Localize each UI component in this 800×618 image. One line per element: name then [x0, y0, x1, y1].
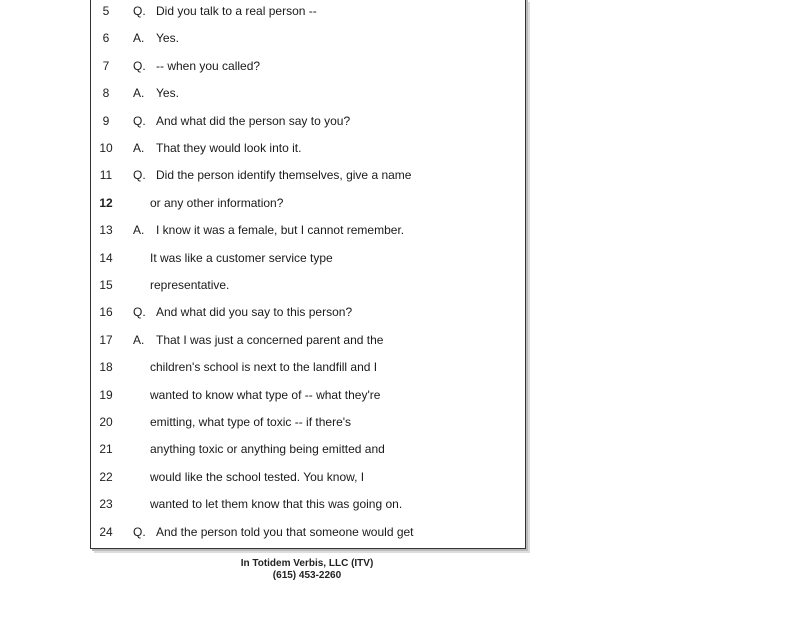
line-text: I know it was a female, but I cannot remember. [156, 223, 405, 238]
speaker-label: Q. [133, 524, 146, 539]
speaker-label: Q. [133, 168, 146, 183]
line-text: Did the person identify themselves, give a name [156, 168, 412, 183]
footer-company: In Totidem Verbis, LLC (ITV) [240, 558, 374, 569]
speaker-label: Q. [133, 305, 146, 320]
line-text: representative. [150, 278, 230, 292]
transcript-page [90, 0, 526, 549]
transcript-line [91, 331, 521, 349]
line-text: wanted to know what type of -- what they're [150, 387, 381, 402]
transcript-line [91, 139, 521, 157]
transcript-line [91, 276, 521, 294]
line-text: Yes. [156, 86, 179, 101]
line-number: 21 [99, 442, 113, 457]
transcript-line [91, 386, 521, 404]
line-number: 14 [99, 250, 113, 265]
transcript-line [91, 495, 521, 513]
line-text: wanted to let them know that this was going on. [150, 497, 403, 512]
transcript-line [91, 440, 521, 458]
line-text: Did you talk to a real person -- [156, 4, 317, 18]
speaker-label: A. [133, 332, 145, 347]
line-text: children's school is next to the landfill and I [150, 360, 378, 375]
transcript-line [91, 358, 521, 376]
speaker-label: Q. [133, 58, 146, 73]
transcript-line [91, 413, 521, 431]
speaker-label: Q. [133, 113, 146, 128]
transcript-line [91, 221, 521, 239]
line-number: 22 [99, 469, 113, 484]
line-number: 10 [99, 141, 113, 155]
line-number: 7 [102, 58, 110, 73]
transcript-line [91, 2, 521, 20]
transcript-line [91, 249, 521, 267]
line-number: 24 [99, 524, 113, 539]
line-number: 9 [102, 113, 110, 128]
line-number: 13 [99, 223, 113, 238]
transcript-line [91, 112, 521, 130]
line-number: 11 [99, 168, 113, 183]
line-text: That they would look into it. [156, 141, 302, 155]
line-text: anything toxic or anything being emitted and [150, 442, 385, 457]
transcript-line [91, 523, 521, 541]
transcript-line [91, 166, 521, 184]
line-text: And what did the person say to you? [156, 113, 351, 128]
line-number: 19 [99, 387, 113, 402]
line-text: Yes. [156, 31, 179, 46]
line-number: 6 [102, 31, 110, 46]
line-text: And what did you say to this person? [156, 305, 353, 320]
transcript-line [91, 468, 521, 486]
speaker-label: A. [133, 31, 145, 46]
speaker-label: Q. [133, 4, 146, 18]
line-number: 8 [102, 86, 110, 101]
line-number: 5 [102, 4, 110, 18]
line-number: 17 [99, 332, 113, 347]
speaker-label: A. [133, 223, 145, 238]
line-number: 12 [99, 195, 113, 210]
line-text: or any other information? [150, 195, 284, 210]
transcript-line [91, 57, 521, 75]
line-text: -- when you called? [156, 58, 261, 73]
line-number: 16 [99, 305, 113, 320]
transcript-line [91, 303, 521, 321]
line-number: 20 [99, 415, 113, 429]
line-number: 15 [99, 278, 113, 292]
line-number: 18 [99, 360, 113, 375]
transcript-line [91, 29, 521, 47]
line-text: That I was just a concerned parent and the [156, 332, 384, 347]
line-text: would like the school tested. You know, I [150, 469, 365, 484]
line-text: It was like a customer service type [150, 250, 333, 265]
footer-phone: (615) 453-2260 [272, 570, 342, 581]
speaker-label: A. [133, 141, 145, 155]
line-number: 23 [99, 497, 113, 512]
line-text: emitting, what type of toxic -- if there's [150, 415, 352, 429]
transcript-line [91, 84, 521, 102]
transcript-line [91, 194, 521, 212]
line-text: And the person told you that someone would get [156, 524, 414, 539]
speaker-label: A. [133, 86, 145, 101]
